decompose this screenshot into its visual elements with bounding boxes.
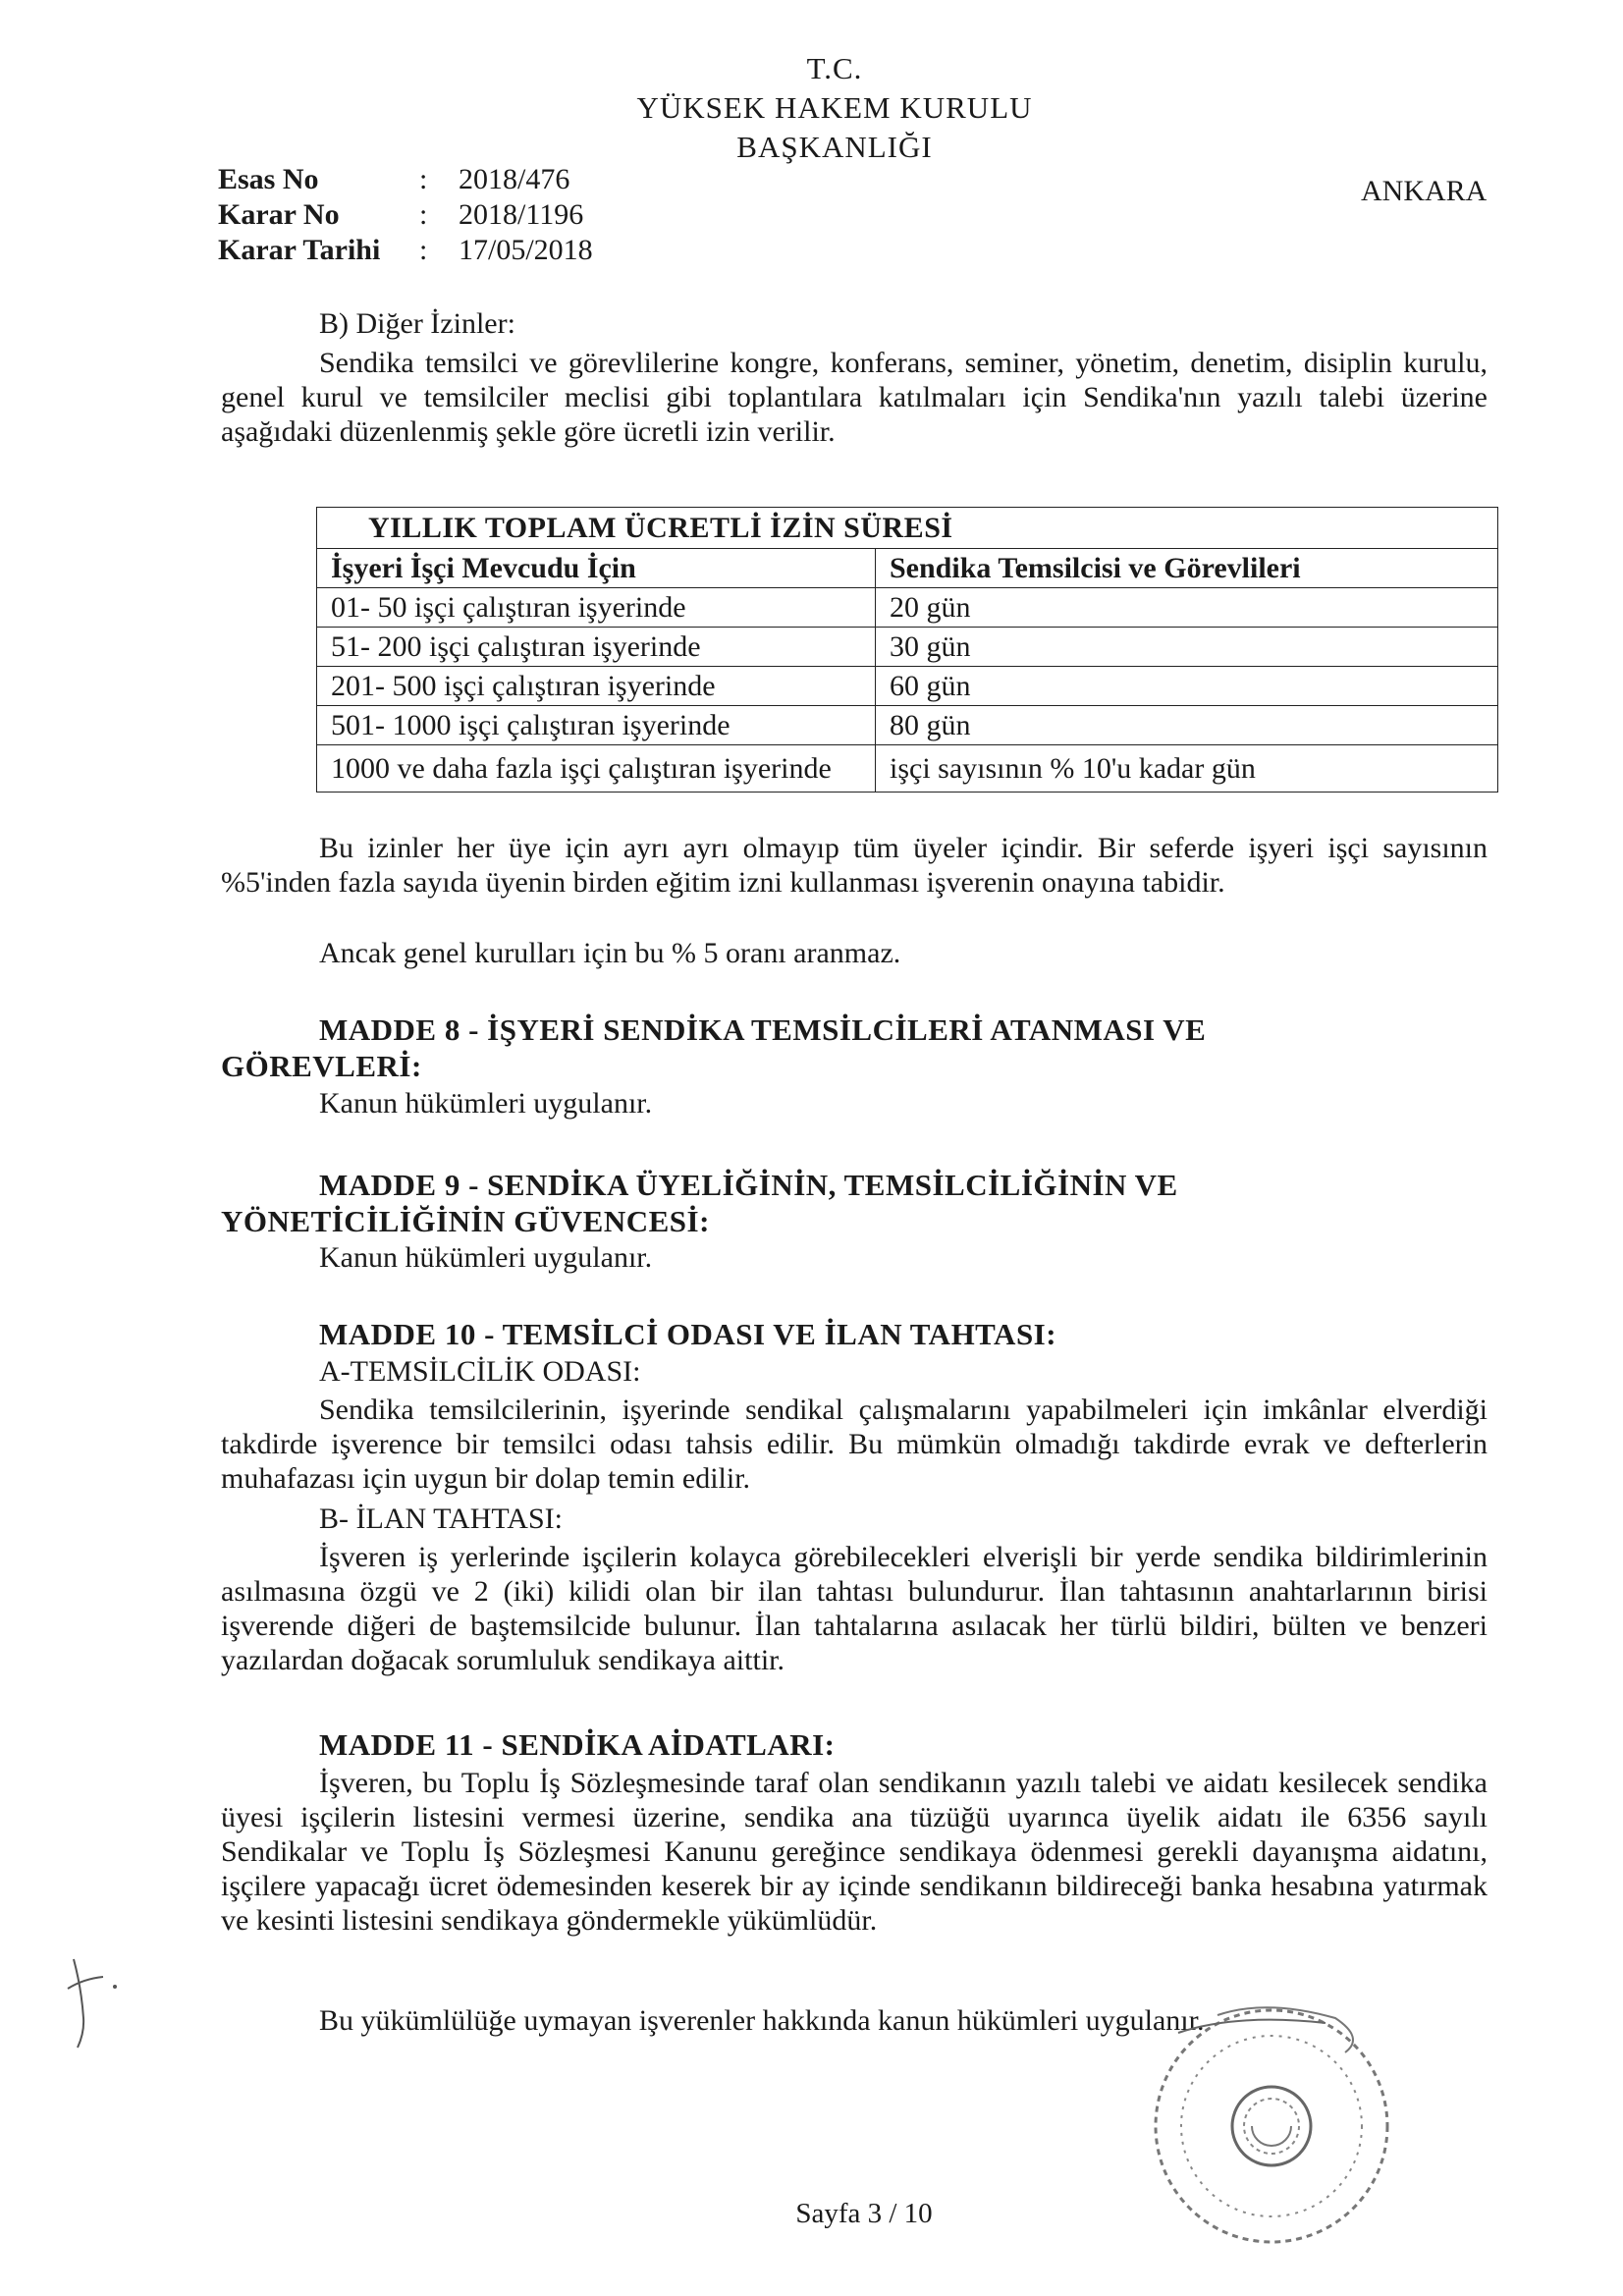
official-seal: [1090, 1994, 1424, 2269]
madde10-heading: [221, 1316, 1488, 1352]
table-row: [317, 667, 1498, 706]
table-cell: 201- 500 işçi çalıştıran işyerinde: [317, 667, 876, 706]
madde11-heading: [221, 1726, 1488, 1763]
table-header-representatives: Sendika Temsilcisi ve Görevlileri: [876, 549, 1498, 588]
meta-label: Karar Tarihi: [218, 234, 381, 266]
table-row: [317, 745, 1498, 793]
madde10-heading-line: MADDE 10 - TEMSİLCİ ODASI VE İLAN TAHTASI:: [319, 1317, 1057, 1351]
city-label: ANKARA: [1361, 175, 1488, 207]
madde10-sub-a: A-TEMSİLCİLİK ODASI:: [319, 1355, 641, 1388]
after-table-paragraph: Bu izinler her üye için ayrı ayrı olmayıp tüm üyeler içindir. Bir seferde işyeri işçi sayısının %5'inden fazla sayıda üyenin birden eğitim izni kullanması işverenin onayına tabidir.: [221, 832, 1488, 899]
meta-esas-no: [218, 163, 569, 196]
madde9-heading-line1: MADDE 9 - SENDİKA ÜYELİĞİNİN, TEMSİLCİLİĞİNİN VE: [319, 1168, 1178, 1202]
table-cell: 01- 50 işçi çalıştıran işyerinde: [317, 588, 876, 628]
madde8-text: Kanun hükümleri uygulanır.: [319, 1087, 653, 1120]
table-cell: işçi sayısının % 10'u kadar gün: [876, 745, 1498, 793]
meta-value: 17/05/2018: [459, 234, 593, 266]
madde11-text-1: İşveren, bu Toplu İş Sözleşmesinde taraf olan sendikanın yazılı talebi ve aidatı kesilecek sendika üyesi işçilerin listesini vermesi üzerine, sendika ana tüzüğü uyarınca üyelik aidatı ile 6356 sayılı Sendikalar ve Toplu İş Sözleşmesi Kanunu gereğince sendikaya ödenmesi gerekli dayanışma aidatını, işçilere yapacağı ücret ödemesinden keserek bir ay içinde sendikanın bildireceği banka hesabına yatırmak ve kesinti listesini sendikaya göndermekle yükümlüdür.: [221, 1767, 1488, 1937]
table-row: [317, 588, 1498, 628]
table-cell: 80 gün: [876, 706, 1498, 745]
madde10-text-b: İşveren iş yerlerinde işçilerin kolayca görebilecekleri elverişli bir yerde sendika bildirimlerinin asılmasına özgü ve 2 (iki) kilidi olan bir ilan tahtası bulundurur. İlan tahtasının anahtarlarının birisi işverende diğeri de baştemsilcide bulunur. İlan tahtalarına asılacak her türlü bildiri, bülten ve benzeri yazılardan doğacak sorumluluk sendikaya aittir.: [221, 1541, 1488, 1676]
meta-value: 2018/1196: [459, 198, 584, 231]
table-row: [317, 628, 1498, 667]
madde8-heading: [221, 1011, 1488, 1084]
table-cell: 30 gün: [876, 628, 1498, 667]
table-cell: 501- 1000 işçi çalıştıran işyerinde: [317, 706, 876, 745]
madde9-heading: [221, 1167, 1488, 1239]
madde8-heading-line2: GÖREVLERİ:: [221, 1049, 422, 1083]
table-cell: 20 gün: [876, 588, 1498, 628]
header-institution: YÜKSEK HAKEM KURULU: [636, 90, 1033, 125]
meta-colon: :: [419, 234, 428, 266]
page-number: Sayfa 3 / 10: [795, 2198, 933, 2229]
table-row: [317, 706, 1498, 745]
madde11-text-2: Bu yükümlülüğe uymayan işverenler hakkında kanun hükümleri uygulanır.: [319, 2004, 1205, 2037]
header-presidency: BAŞKANLIĞI: [736, 130, 933, 164]
madde9-heading-line2: YÖNETİCİLİĞİNİN GÜVENCESİ:: [221, 1204, 710, 1238]
madde8-heading-line1: MADDE 8 - İŞYERİ SENDİKA TEMSİLCİLERİ ATANMASI VE: [319, 1012, 1207, 1047]
table-cell: 51- 200 işçi çalıştıran işyerinde: [317, 628, 876, 667]
madde10-sub-b: B- İLAN TAHTASI:: [319, 1503, 563, 1535]
section-b-text: Sendika temsilci ve görevlilerine kongre, konferans, seminer, yönetim, denetim, disiplin kurulu, genel kurul ve temsilciler meclisi gibi toplantılara katılmaları için Sendika'nın yazılı talebi üzerine aşağıdaki düzenlenmiş şekle göre ücretli izin verilir.: [221, 347, 1488, 448]
meta-label: Karar No: [218, 198, 340, 231]
meta-colon: :: [419, 163, 428, 195]
meta-karar-no: [218, 198, 583, 232]
meta-label: Esas No: [218, 163, 319, 195]
table-cell: 60 gün: [876, 667, 1498, 706]
madde10-text-a: Sendika temsilcilerinin, işyerinde sendikal çalışmalarını yapabilmeleri için imkânlar elverdiği takdirde işverence bir temsilci odası tahsis edilir. Bu mümkün olmadığı takdirde evrak ve defterlerin muhafazası için uygun bir dolap temin edilir.: [221, 1394, 1488, 1495]
handwritten-initial: [54, 1949, 142, 2057]
table-header-workers: İşyeri İşçi Mevcudu İçin: [317, 549, 876, 588]
general-assembly-note: Ancak genel kurulları için bu % 5 oranı aranmaz.: [319, 937, 901, 969]
madde9-text: Kanun hükümleri uygulanır.: [319, 1241, 653, 1274]
meta-karar-tarihi: [218, 234, 593, 267]
meta-value: 2018/476: [459, 163, 570, 195]
madde11-heading-line: MADDE 11 - SENDİKA AİDATLARI:: [319, 1727, 836, 1762]
section-b-heading: B) Diğer İzinler:: [319, 307, 515, 340]
table-cell: 1000 ve daha fazla işçi çalıştıran işyerinde: [317, 745, 876, 793]
meta-colon: :: [419, 198, 428, 231]
header-tc: T.C.: [806, 51, 863, 85]
leave-table: [316, 507, 1498, 793]
table-title: YILLIK TOPLAM ÜCRETLİ İZİN SÜRESİ: [317, 508, 1498, 549]
